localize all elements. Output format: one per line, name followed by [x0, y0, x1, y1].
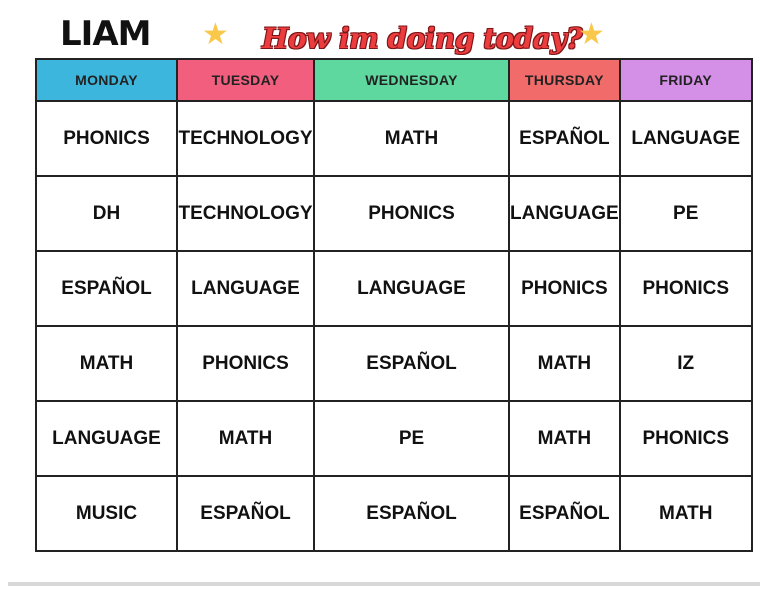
subject-cell: PE: [314, 401, 509, 476]
subject-cell: TECHNOLOGY: [177, 176, 314, 251]
subject-cell: PHONICS: [177, 326, 314, 401]
subject-cell: PHONICS: [314, 176, 509, 251]
subject-cell: MATH: [36, 326, 177, 401]
table-row: [36, 476, 752, 551]
subject-cell: LANGUAGE: [509, 176, 620, 251]
table-row: [36, 326, 752, 401]
subject-cell: LANGUAGE: [177, 251, 314, 326]
subject-cell: DH: [36, 176, 177, 251]
subject-cell: MATH: [314, 101, 509, 176]
table-row: [36, 251, 752, 326]
student-name: LIAM: [60, 14, 151, 54]
subject-cell: ESPAÑOL: [36, 251, 177, 326]
header-row: [36, 59, 752, 101]
subject-cell: PHONICS: [36, 101, 177, 176]
subject-cell: PHONICS: [509, 251, 620, 326]
subject-cell: MATH: [509, 326, 620, 401]
table-row: [36, 101, 752, 176]
subject-cell: LANGUAGE: [36, 401, 177, 476]
subject-cell: ESPAÑOL: [177, 476, 314, 551]
star-icon: ★: [202, 17, 229, 52]
subject-cell: LANGUAGE: [314, 251, 509, 326]
subject-cell: ESPAÑOL: [509, 476, 620, 551]
subject-cell: ESPAÑOL: [314, 326, 509, 401]
table-row: [36, 401, 752, 476]
subject-cell: MATH: [177, 401, 314, 476]
subject-cell: TECHNOLOGY: [177, 101, 314, 176]
day-header-wednesday: WEDNESDAY: [314, 59, 509, 101]
subject-cell: LANGUAGE: [620, 101, 752, 176]
day-header-friday: FRIDAY: [620, 59, 752, 101]
subject-cell: MATH: [509, 401, 620, 476]
page-title: How im doing today?: [262, 22, 583, 55]
schedule-table: [35, 58, 753, 552]
table-row: [36, 176, 752, 251]
star-icon: ★: [578, 17, 605, 52]
subject-cell: PHONICS: [620, 251, 752, 326]
subject-cell: PE: [620, 176, 752, 251]
subject-cell: PHONICS: [620, 401, 752, 476]
day-header-tuesday: TUESDAY: [177, 59, 314, 101]
subject-cell: ESPAÑOL: [509, 101, 620, 176]
bottom-divider: [8, 582, 760, 586]
day-header-thursday: THURSDAY: [509, 59, 620, 101]
subject-cell: IZ: [620, 326, 752, 401]
day-header-monday: MONDAY: [36, 59, 177, 101]
subject-cell: MUSIC: [36, 476, 177, 551]
subject-cell: ESPAÑOL: [314, 476, 509, 551]
subject-cell: MATH: [620, 476, 752, 551]
